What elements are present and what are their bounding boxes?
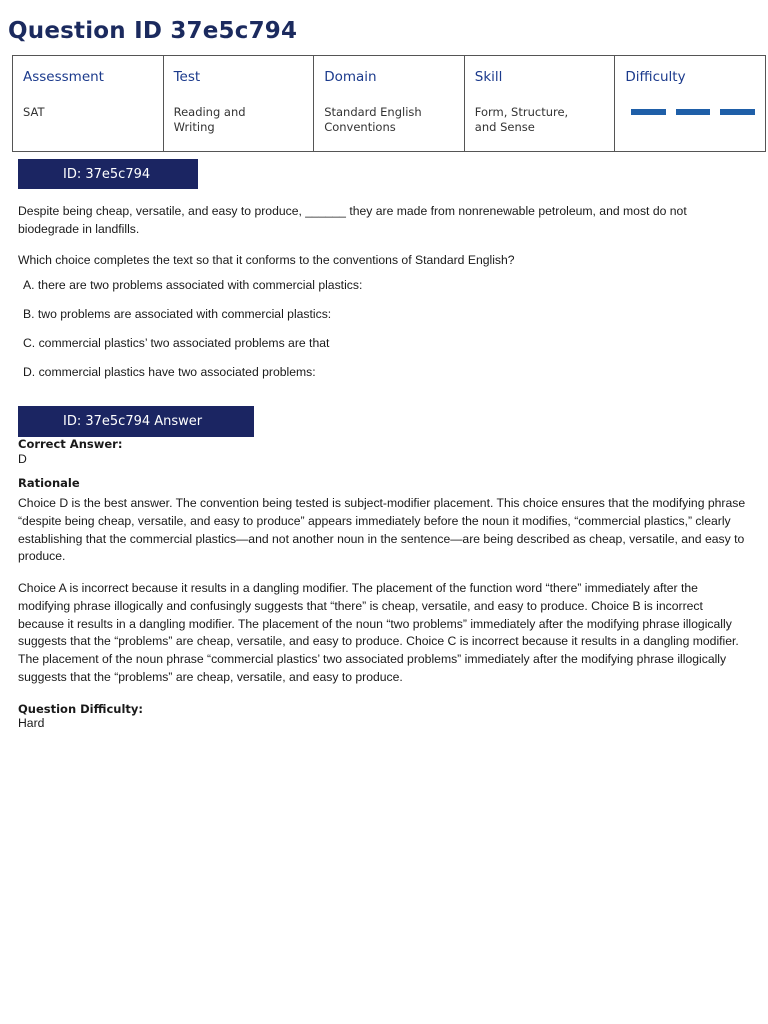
assessment-value: SAT [23, 105, 45, 119]
test-value: Reading and Writing [173, 105, 246, 134]
difficulty-bar-1 [631, 109, 666, 115]
difficulty-header: Difficulty [625, 69, 686, 85]
difficulty-bar-2 [676, 109, 711, 115]
question-prompt: Which choice completes the text so that it conforms to the conventions of Standard English? [18, 253, 515, 267]
assessment-cell [13, 56, 164, 152]
answer-id-banner: ID: 37e5c794 Answer [18, 406, 254, 437]
assessment-header: Assessment [23, 69, 104, 85]
choice-d: D. commercial plastics have two associated problems: [23, 365, 316, 379]
rationale-paragraph-2: Choice A is incorrect because it results in a dangling modifier. The placement of the function word “there” immediately after the modifying phrase illogically and confusingly suggests that “there” is cheap, versatile, and easy to produce. Choice B is incorrect because it results in a dangling modifier. The placement of the noun “two problems” immediately after the modifying phrase illogically suggests that the “problems” are cheap, versatile, and easy to produce. Choice C is incorrect because it results in a dangling modifier. The placement of the noun phrase “commercial plastics’ two associated problems” immediately after the modifying phrase illogically suggests that the “problems” are cheap, versatile, and easy to produce. [18, 581, 739, 684]
test-cell [163, 56, 314, 152]
choice-c: C. commercial plastics’ two associated problems are that [23, 336, 330, 350]
correct-answer-label: Correct Answer: [18, 437, 123, 451]
question-metadata-table [12, 55, 766, 152]
skill-header: Skill [474, 69, 503, 85]
question-passage: Despite being cheap, versatile, and easy to produce, ______ they are made from nonrenewable petroleum, and most do not biodegrade in landfills. [18, 204, 687, 236]
skill-value: Form, Structure, and Sense [474, 105, 569, 134]
difficulty-indicator [631, 109, 755, 115]
rationale-paragraph-1: Choice D is the best answer. The convention being tested is subject-modifier placement. This choice ensures that the modifying phrase “despite being cheap, versatile, and easy to produce” appears immediately before the noun it modifies, “commercial plastics,” clearly establishing that the commercial plastics—and not another noun in the sentence—are being described as cheap, versatile, and easy to produce. [18, 496, 746, 564]
test-header: Test [173, 69, 201, 85]
page-title: Question ID 37e5c794 [8, 18, 298, 44]
rationale-label: Rationale [18, 476, 80, 490]
question-difficulty-value: Hard [18, 716, 45, 730]
domain-header: Domain [324, 69, 377, 85]
choice-b: B. two problems are associated with commercial plastics: [23, 307, 332, 321]
domain-value: Standard English Conventions [324, 105, 422, 134]
domain-cell [314, 56, 465, 152]
question-difficulty-label: Question Difficulty: [18, 702, 143, 716]
skill-cell [464, 56, 615, 152]
difficulty-bar-3 [720, 109, 755, 115]
difficulty-cell [615, 56, 766, 152]
correct-answer-value: D [18, 452, 27, 466]
choice-a: A. there are two problems associated with commercial plastics: [23, 278, 363, 292]
question-id-banner: ID: 37e5c794 [18, 159, 198, 189]
